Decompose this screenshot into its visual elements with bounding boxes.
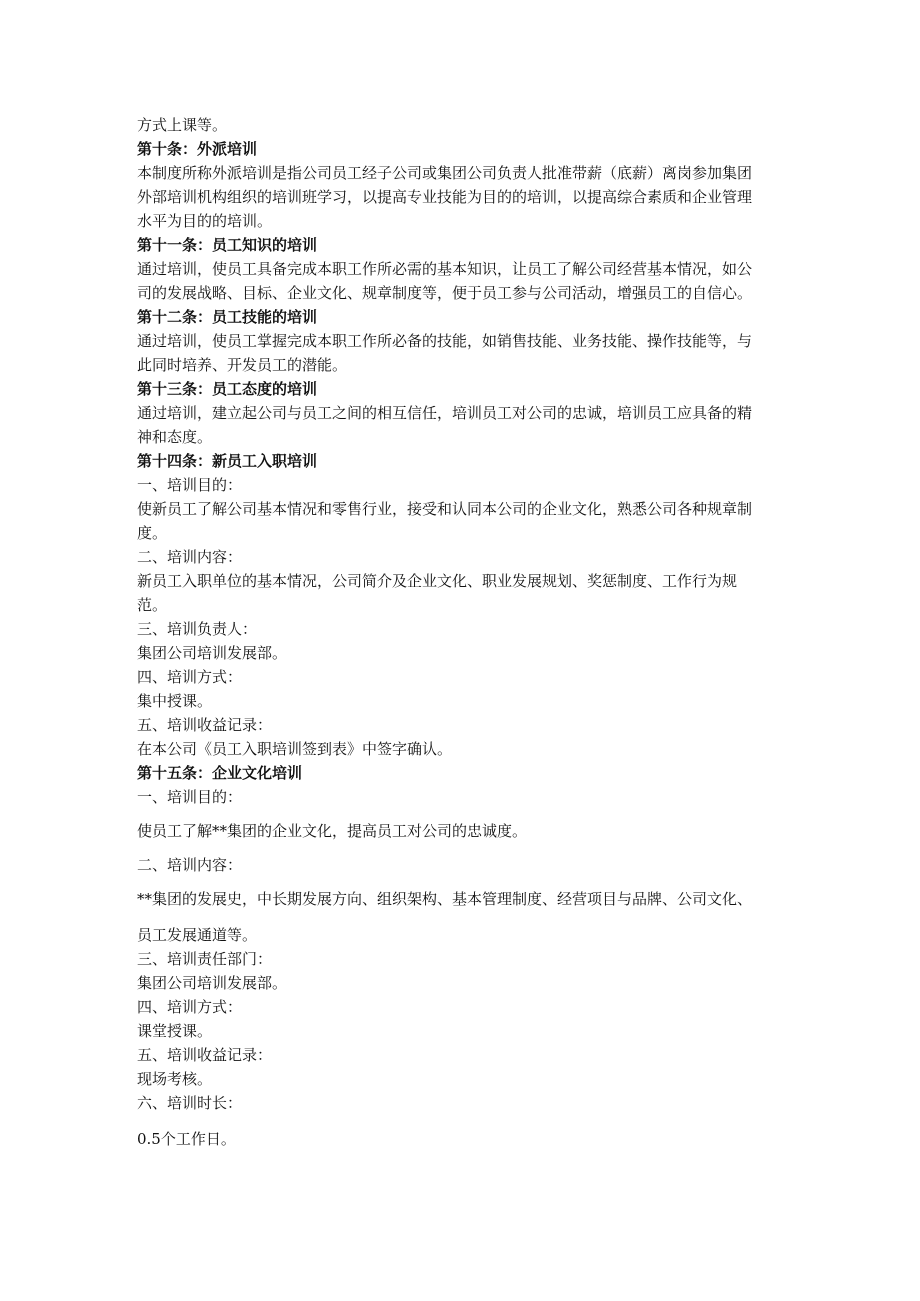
text-line: 本制度所称外派培训是指公司员工经子公司或集团公司负责人批准带薪（底薪）离岗参加集团 bbox=[137, 164, 753, 182]
section-heading: 第十四条：新员工入职培训 bbox=[137, 452, 318, 470]
text-line: 使员工了解**集团的企业文化，提高员工对公司的忠诚度。 bbox=[137, 822, 528, 840]
text-line: 新员工入职单位的基本情况，公司简介及企业文化、职业发展规划、奖惩制度、工作行为规 bbox=[137, 572, 738, 590]
text-line: 司的发展战略、目标、企业文化、规章制度等，便于员工参与公司活动，增强员工的自信心。 bbox=[137, 284, 753, 302]
text-line: 集团公司培训发展部。 bbox=[137, 644, 288, 662]
text-line: 二、培训内容： bbox=[137, 856, 243, 874]
text-line: 此同时培养、开发员工的潜能。 bbox=[137, 356, 348, 374]
text-line: 现场考核。 bbox=[137, 1070, 213, 1088]
text-line: 水平为目的的培训。 bbox=[137, 212, 273, 230]
text-line: 使新员工了解公司基本情况和零售行业，接受和认同本公司的企业文化，熟悉公司各种规章制 bbox=[137, 500, 753, 518]
text-line: 方式上课等。 bbox=[137, 116, 228, 134]
text-line: 二、培训内容： bbox=[137, 548, 243, 566]
text-line: 五、培训收益记录： bbox=[137, 716, 273, 734]
text-line: 范。 bbox=[137, 596, 168, 614]
text-line: 课堂授课。 bbox=[137, 1022, 213, 1040]
text-line: 四、培训方式： bbox=[137, 998, 243, 1016]
text-line: **集团的发展史，中长期发展方向、组织架构、基本管理制度、经营项目与品牌、公司文化、 bbox=[137, 890, 753, 908]
text-line: 三、培训负责人： bbox=[137, 620, 258, 638]
text-line: 四、培训方式： bbox=[137, 668, 243, 686]
text-line: 集团公司培训发展部。 bbox=[137, 974, 288, 992]
section-heading: 第十二条：员工技能的培训 bbox=[137, 308, 318, 326]
text-line: 外部培训机构组织的培训班学习，以提高专业技能为目的的培训，以提高综合素质和企业管理 bbox=[137, 188, 753, 206]
section-heading: 第十五条：企业文化培训 bbox=[137, 764, 303, 782]
text-line: 一、培训目的： bbox=[137, 476, 243, 494]
section-heading: 第十一条：员工知识的培训 bbox=[137, 236, 318, 254]
text-line: 在本公司《员工入职培训签到表》中签字确认。 bbox=[137, 740, 453, 758]
text-line: 0.5个工作日。 bbox=[137, 1130, 236, 1148]
text-line: 神和态度。 bbox=[137, 428, 213, 446]
section-heading: 第十条：外派培训 bbox=[137, 140, 258, 158]
text-line: 度。 bbox=[137, 524, 168, 542]
text-line: 三、培训责任部门： bbox=[137, 950, 273, 968]
text-line: 一、培训目的： bbox=[137, 788, 243, 806]
text-line: 通过培训，使员工掌握完成本职工作所必备的技能，如销售技能、业务技能、操作技能等，与 bbox=[137, 332, 753, 350]
text-line: 员工发展通道等。 bbox=[137, 926, 258, 944]
text-line: 通过培训，使员工具备完成本职工作所必需的基本知识，让员工了解公司经营基本情况，如公 bbox=[137, 260, 753, 278]
text-line: 五、培训收益记录： bbox=[137, 1046, 273, 1064]
text-line: 通过培训，建立起公司与员工之间的相互信任，培训员工对公司的忠诚，培训员工应具备的精 bbox=[137, 404, 753, 422]
section-heading: 第十三条：员工态度的培训 bbox=[137, 380, 318, 398]
text-line: 集中授课。 bbox=[137, 692, 213, 710]
text-line: 六、培训时长： bbox=[137, 1094, 243, 1112]
